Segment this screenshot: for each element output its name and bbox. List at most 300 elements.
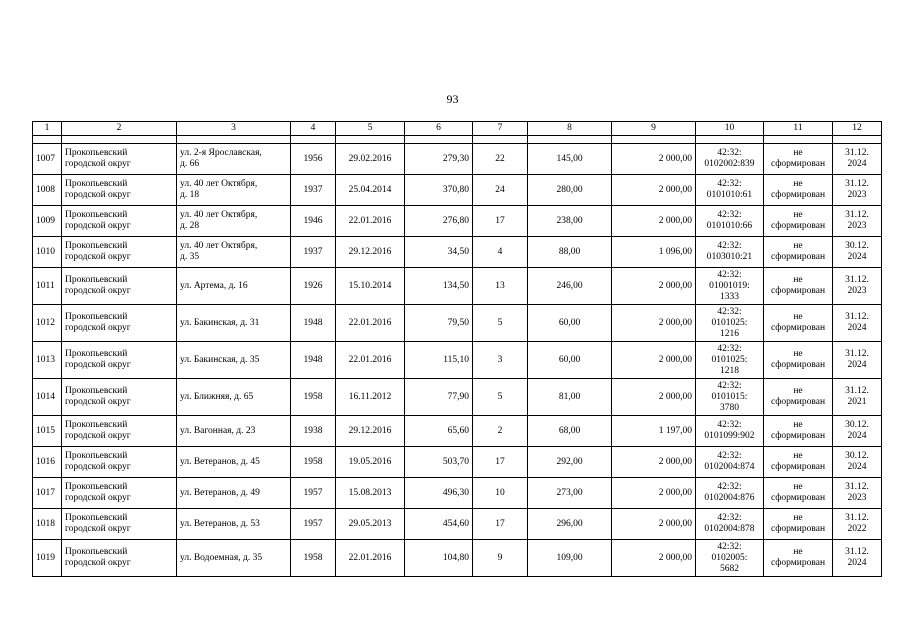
document-table	[32, 121, 882, 577]
deadline-cell	[833, 478, 882, 509]
status-line: сформирован	[770, 493, 826, 503]
address-cell	[177, 206, 291, 237]
owner-line: Прокопьевский	[65, 148, 128, 158]
cadastre-cell	[696, 305, 764, 342]
owner-line: Прокопьевский	[65, 451, 128, 461]
status-cell	[764, 305, 833, 342]
owner-line: Прокопьевский	[65, 241, 128, 251]
year-cell: 1957	[291, 509, 336, 540]
address-line: ул. Ветеранов, д. 49	[180, 487, 260, 498]
area-cell: 496,30	[405, 478, 473, 509]
deadline-cell	[833, 342, 882, 379]
deadline-cell	[833, 175, 882, 206]
address-cell	[177, 447, 291, 478]
owner-line: Прокопьевский	[65, 482, 128, 492]
cadastre-line: 0102004:876	[704, 493, 755, 503]
owner-cell	[62, 447, 177, 478]
cadastre-cell	[696, 144, 764, 175]
cadastre-cell	[696, 206, 764, 237]
status-line: не	[793, 547, 803, 557]
date-cell: 29.05.2013	[336, 509, 405, 540]
owner-cell	[62, 268, 177, 305]
owner-line: городской округ	[65, 493, 131, 503]
deadline-line: 2023	[847, 221, 867, 231]
status-cell	[764, 509, 833, 540]
owner-line: Прокопьевский	[65, 420, 128, 430]
cadastre-line: 42:32:	[717, 210, 742, 220]
status-line: сформирован	[770, 159, 826, 169]
deadline-cell	[833, 540, 882, 577]
date-cell: 22.01.2016	[336, 342, 405, 379]
owner-line: Прокопьевский	[65, 349, 128, 359]
deadline-cell	[833, 237, 882, 268]
sum-cell: 2 000,00	[612, 268, 696, 305]
year-cell: 1937	[291, 175, 336, 206]
area-cell: 134,50	[405, 268, 473, 305]
deadline-line: 2024	[847, 360, 867, 370]
table-row	[33, 342, 882, 379]
cadastre-cell	[696, 379, 764, 416]
column-number: 2	[62, 122, 177, 136]
value-cell: 88,00	[528, 237, 612, 268]
cadastre-cell	[696, 540, 764, 577]
column-number: 8	[528, 122, 612, 136]
cadastre-line: 0103010:21	[706, 252, 753, 262]
table-row	[33, 268, 882, 305]
table-row	[33, 237, 882, 268]
address-line: ул. Ветеранов, д. 45	[180, 456, 260, 467]
status-line: не	[793, 241, 803, 251]
owner-line: Прокопьевский	[65, 513, 128, 523]
table-row	[33, 206, 882, 237]
date-cell: 22.01.2016	[336, 305, 405, 342]
owner-line: городской округ	[65, 524, 131, 534]
column-number: 11	[764, 122, 833, 136]
value-cell: 238,00	[528, 206, 612, 237]
value-cell: 68,00	[528, 416, 612, 447]
deadline-line: 2024	[847, 323, 867, 333]
status-line: не	[793, 420, 803, 430]
deadline-line: 2024	[847, 159, 867, 169]
status-line: сформирован	[770, 431, 826, 441]
column-number: 6	[405, 122, 473, 136]
status-line: сформирован	[770, 558, 826, 568]
deadline-line: 31.12.	[845, 547, 869, 557]
address-line: ул. Артема, д. 16	[180, 280, 248, 291]
deadline-line: 31.12.	[845, 312, 869, 322]
address-cell	[177, 540, 291, 577]
value-cell: 296,00	[528, 509, 612, 540]
deadline-cell	[833, 416, 882, 447]
sum-cell: 2 000,00	[612, 175, 696, 206]
cadastre-line: 42:32:	[717, 269, 742, 280]
sum-cell: 1 197,00	[612, 416, 696, 447]
column-number: 4	[291, 122, 336, 136]
deadline-line: 31.12.	[845, 482, 869, 492]
count-cell: 3	[473, 342, 528, 379]
status-cell	[764, 342, 833, 379]
table-row	[33, 509, 882, 540]
status-cell	[764, 540, 833, 577]
table-row	[33, 447, 882, 478]
cadastre-cell	[696, 237, 764, 268]
table-row	[33, 416, 882, 447]
value-cell: 60,00	[528, 342, 612, 379]
cadastre-line: 42:32:	[717, 179, 742, 189]
cadastre-line: 42:32:	[717, 451, 742, 461]
count-cell: 10	[473, 478, 528, 509]
cadastre-line: 01001019:	[709, 280, 750, 291]
status-line: сформирован	[770, 286, 826, 296]
value-cell: 145,00	[528, 144, 612, 175]
status-line: не	[793, 179, 803, 189]
owner-cell	[62, 305, 177, 342]
owner-cell	[62, 206, 177, 237]
owner-line: городской округ	[65, 286, 131, 296]
row-id-cell: 1018	[33, 509, 62, 540]
column-number: 5	[336, 122, 405, 136]
cadastre-line: 0101010:66	[706, 221, 753, 231]
row-id-cell: 1016	[33, 447, 62, 478]
row-id-cell: 1009	[33, 206, 62, 237]
address-line: ул. Бакинская, д. 35	[180, 354, 260, 365]
status-line: не	[793, 148, 803, 158]
owner-line: городской округ	[65, 221, 131, 231]
date-cell: 29.12.2016	[336, 237, 405, 268]
status-line: сформирован	[770, 221, 826, 231]
cadastre-line: 42:32:	[717, 306, 742, 317]
address-line: д. 28	[180, 221, 200, 231]
owner-line: городской округ	[65, 431, 131, 441]
status-line: сформирован	[770, 323, 826, 333]
page-number: 93	[446, 92, 459, 106]
owner-cell	[62, 509, 177, 540]
cadastre-line: 42:32:	[717, 513, 742, 523]
cadastre-line: 3780	[720, 402, 739, 413]
cadastre-cell	[696, 509, 764, 540]
deadline-cell	[833, 509, 882, 540]
value-cell: 273,00	[528, 478, 612, 509]
deadline-cell	[833, 379, 882, 416]
date-cell: 19.05.2016	[336, 447, 405, 478]
year-cell: 1958	[291, 540, 336, 577]
address-cell	[177, 175, 291, 206]
address-cell	[177, 268, 291, 305]
cadastre-cell	[696, 175, 764, 206]
status-line: не	[793, 275, 803, 285]
cadastre-line: 5682	[720, 563, 739, 574]
table-row	[33, 379, 882, 416]
status-cell	[764, 379, 833, 416]
cadastre-line: 42:32:	[717, 380, 742, 391]
date-cell: 29.12.2016	[336, 416, 405, 447]
cadastre-line: 0101010:61	[706, 190, 753, 200]
column-number-row	[33, 122, 882, 136]
status-line: не	[793, 210, 803, 220]
status-cell	[764, 268, 833, 305]
address-cell	[177, 342, 291, 379]
deadline-line: 2023	[847, 493, 867, 503]
status-line: не	[793, 349, 803, 359]
column-number: 9	[612, 122, 696, 136]
value-cell: 81,00	[528, 379, 612, 416]
date-cell: 16.11.2012	[336, 379, 405, 416]
cadastre-cell	[696, 342, 764, 379]
address-line: д. 66	[180, 159, 200, 169]
deadline-line: 30.12.	[845, 420, 869, 430]
table-body	[33, 122, 882, 577]
date-cell: 29.02.2016	[336, 144, 405, 175]
status-line: сформирован	[770, 190, 826, 200]
status-line: сформирован	[770, 252, 826, 262]
deadline-line: 2024	[847, 558, 867, 568]
year-cell: 1958	[291, 447, 336, 478]
address-line: ул. Бакинская, д. 31	[180, 317, 260, 328]
sum-cell: 2 000,00	[612, 144, 696, 175]
date-cell: 25.04.2014	[336, 175, 405, 206]
area-cell: 104,80	[405, 540, 473, 577]
deadline-line: 31.12.	[845, 148, 869, 158]
sum-cell: 2 000,00	[612, 540, 696, 577]
area-cell: 34,50	[405, 237, 473, 268]
cadastre-line: 1218	[720, 365, 739, 376]
cadastre-line: 42:32:	[717, 343, 742, 354]
row-id-cell: 1013	[33, 342, 62, 379]
owner-cell	[62, 416, 177, 447]
address-line: д. 18	[180, 190, 200, 200]
cadastre-cell	[696, 447, 764, 478]
row-id-cell: 1010	[33, 237, 62, 268]
sum-cell: 2 000,00	[612, 447, 696, 478]
status-line: не	[793, 482, 803, 492]
address-cell	[177, 478, 291, 509]
deadline-line: 2023	[847, 190, 867, 200]
cadastre-line: 1333	[720, 291, 739, 302]
table-row	[33, 305, 882, 342]
deadline-line: 30.12.	[845, 451, 869, 461]
owner-cell	[62, 144, 177, 175]
row-id-cell: 1007	[33, 144, 62, 175]
sum-cell: 2 000,00	[612, 342, 696, 379]
address-cell	[177, 237, 291, 268]
deadline-line: 2023	[847, 286, 867, 296]
owner-cell	[62, 175, 177, 206]
owner-line: городской округ	[65, 360, 131, 370]
date-cell: 22.01.2016	[336, 540, 405, 577]
status-line: не	[793, 312, 803, 322]
status-line: не	[793, 451, 803, 461]
row-id-cell: 1015	[33, 416, 62, 447]
row-id-cell: 1014	[33, 379, 62, 416]
status-cell	[764, 175, 833, 206]
deadline-line: 31.12.	[845, 275, 869, 285]
cadastre-cell	[696, 268, 764, 305]
column-number: 1	[33, 122, 62, 136]
sum-cell: 1 096,00	[612, 237, 696, 268]
year-cell: 1946	[291, 206, 336, 237]
cadastre-line: 42:32:	[717, 420, 742, 430]
owner-cell	[62, 342, 177, 379]
value-cell: 292,00	[528, 447, 612, 478]
deadline-line: 2022	[847, 524, 867, 534]
date-cell: 15.08.2013	[336, 478, 405, 509]
address-line: ул. Ветеранов, д. 53	[180, 518, 260, 529]
owner-line: городской округ	[65, 190, 131, 200]
owner-cell	[62, 237, 177, 268]
count-cell: 2	[473, 416, 528, 447]
area-cell: 503,70	[405, 447, 473, 478]
cadastre-line: 42:32:	[717, 482, 742, 492]
column-number: 7	[473, 122, 528, 136]
deadline-cell	[833, 447, 882, 478]
row-id-cell: 1017	[33, 478, 62, 509]
cadastre-line: 0101015:	[711, 391, 748, 402]
status-cell	[764, 447, 833, 478]
owner-cell	[62, 540, 177, 577]
year-cell: 1948	[291, 305, 336, 342]
year-cell: 1957	[291, 478, 336, 509]
address-line: ул. Водоемная, д. 35	[180, 552, 263, 563]
deadline-line: 31.12.	[845, 386, 869, 396]
owner-line: городской округ	[65, 159, 131, 169]
cadastre-line: 0102002:839	[704, 159, 755, 169]
status-line: сформирован	[770, 360, 826, 370]
address-cell	[177, 509, 291, 540]
table-row	[33, 144, 882, 175]
deadline-line: 2024	[847, 252, 867, 262]
row-id-cell: 1019	[33, 540, 62, 577]
value-cell: 246,00	[528, 268, 612, 305]
area-cell: 79,50	[405, 305, 473, 342]
deadline-cell	[833, 206, 882, 237]
status-line: сформирован	[770, 462, 826, 472]
cadastre-cell	[696, 478, 764, 509]
count-cell: 17	[473, 509, 528, 540]
sum-cell: 2 000,00	[612, 379, 696, 416]
year-cell: 1926	[291, 268, 336, 305]
owner-cell	[62, 478, 177, 509]
cadastre-line: 0101099:902	[704, 431, 755, 441]
cadastre-line: 0102004:874	[704, 462, 755, 472]
row-id-cell: 1011	[33, 268, 62, 305]
area-cell: 115,10	[405, 342, 473, 379]
owner-line: городской округ	[65, 462, 131, 472]
area-cell: 77,90	[405, 379, 473, 416]
address-cell	[177, 416, 291, 447]
deadline-line: 31.12.	[845, 513, 869, 523]
count-cell: 24	[473, 175, 528, 206]
owner-line: Прокопьевский	[65, 210, 128, 220]
year-cell: 1956	[291, 144, 336, 175]
date-cell: 22.01.2016	[336, 206, 405, 237]
address-line: ул. 40 лет Октября,	[180, 179, 258, 189]
address-line: д. 35	[180, 252, 200, 262]
sum-cell: 2 000,00	[612, 305, 696, 342]
sum-cell: 2 000,00	[612, 509, 696, 540]
status-cell	[764, 478, 833, 509]
table-row	[33, 175, 882, 206]
deadline-line: 30.12.	[845, 241, 869, 251]
owner-line: Прокопьевский	[65, 275, 128, 285]
year-cell: 1938	[291, 416, 336, 447]
count-cell: 9	[473, 540, 528, 577]
cadastre-line: 0101025:	[711, 317, 748, 328]
owner-line: городской округ	[65, 323, 131, 333]
spacer-row	[33, 136, 882, 144]
count-cell: 5	[473, 305, 528, 342]
area-cell: 65,60	[405, 416, 473, 447]
address-line: ул. 40 лет Октября,	[180, 241, 258, 251]
column-number: 10	[696, 122, 764, 136]
owner-line: городской округ	[65, 252, 131, 262]
cadastre-line: 0102005:	[711, 552, 748, 563]
owner-line: Прокопьевский	[65, 547, 128, 557]
column-number: 3	[177, 122, 291, 136]
deadline-line: 2021	[847, 397, 867, 407]
address-line: ул. 2-я Ярославская,	[180, 148, 262, 158]
row-id-cell: 1012	[33, 305, 62, 342]
cadastre-line: 42:32:	[717, 541, 742, 552]
deadline-cell	[833, 268, 882, 305]
sum-cell: 2 000,00	[612, 206, 696, 237]
cadastre-line: 1216	[720, 328, 739, 339]
count-cell: 17	[473, 206, 528, 237]
address-cell	[177, 379, 291, 416]
status-cell	[764, 416, 833, 447]
owner-line: городской округ	[65, 397, 131, 407]
count-cell: 13	[473, 268, 528, 305]
status-cell	[764, 206, 833, 237]
column-number: 12	[833, 122, 882, 136]
status-line: не	[793, 386, 803, 396]
value-cell: 109,00	[528, 540, 612, 577]
value-cell: 280,00	[528, 175, 612, 206]
address-line: ул. 40 лет Октября,	[180, 210, 258, 220]
cadastre-line: 0102004:878	[704, 524, 755, 534]
cadastre-line: 0101025:	[711, 354, 748, 365]
table-row	[33, 540, 882, 577]
address-cell	[177, 144, 291, 175]
cadastre-line: 42:32:	[717, 148, 742, 158]
count-cell: 4	[473, 237, 528, 268]
cadastre-cell	[696, 416, 764, 447]
deadline-line: 2024	[847, 431, 867, 441]
owner-line: городской округ	[65, 558, 131, 568]
area-cell: 370,80	[405, 175, 473, 206]
address-line: ул. Ближняя, д. 65	[180, 391, 254, 402]
deadline-line: 31.12.	[845, 210, 869, 220]
count-cell: 22	[473, 144, 528, 175]
deadline-line: 31.12.	[845, 349, 869, 359]
date-cell: 15.10.2014	[336, 268, 405, 305]
address-line: ул. Вагонная, д. 23	[180, 425, 256, 436]
deadline-line: 31.12.	[845, 179, 869, 189]
area-cell: 279,30	[405, 144, 473, 175]
area-cell: 276,80	[405, 206, 473, 237]
year-cell: 1937	[291, 237, 336, 268]
address-cell	[177, 305, 291, 342]
count-cell: 5	[473, 379, 528, 416]
owner-cell	[62, 379, 177, 416]
status-cell	[764, 237, 833, 268]
year-cell: 1958	[291, 379, 336, 416]
row-id-cell: 1008	[33, 175, 62, 206]
sum-cell: 2 000,00	[612, 478, 696, 509]
status-cell	[764, 144, 833, 175]
status-line: сформирован	[770, 524, 826, 534]
value-cell: 60,00	[528, 305, 612, 342]
status-line: сформирован	[770, 397, 826, 407]
